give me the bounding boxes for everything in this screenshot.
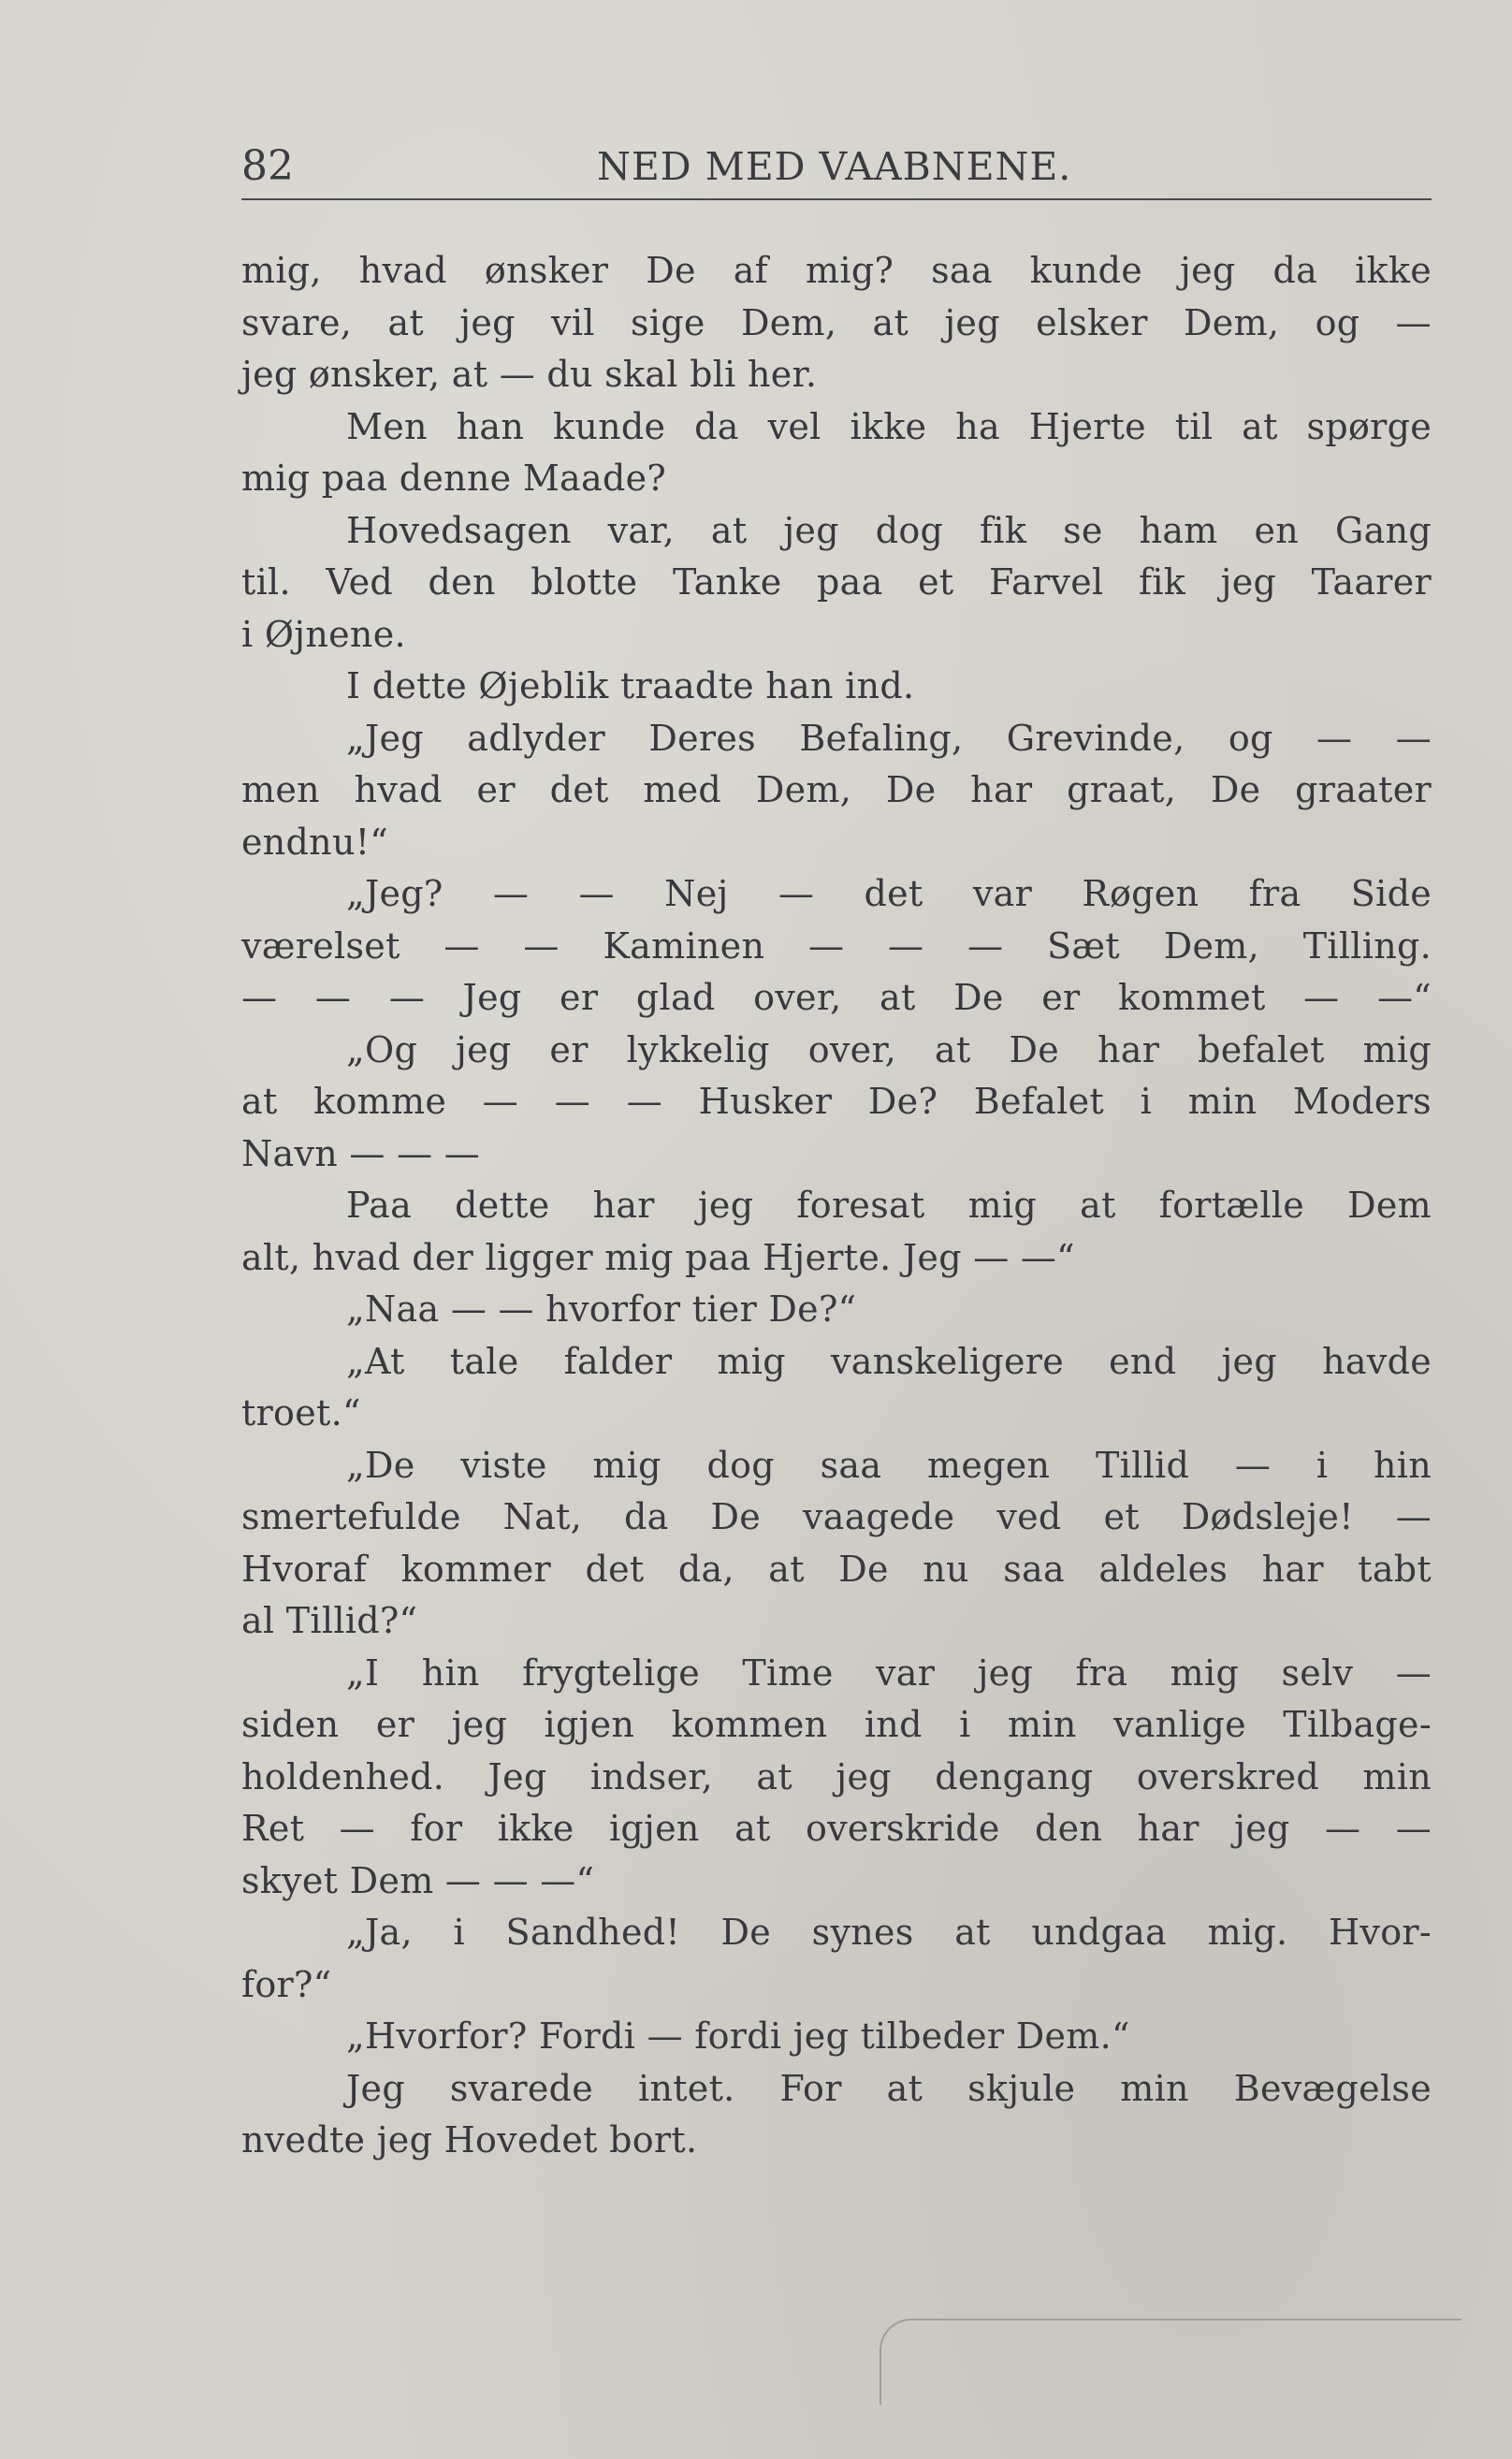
text-line: at komme — — — Husker De? Befalet i min Moders — [241, 1081, 1432, 1122]
text-line: nvedte jeg Hovedet bort. — [241, 2119, 698, 2161]
text-line: al Tillid?“ — [241, 1600, 418, 1641]
text-line: skyet Dem — — —“ — [241, 1859, 595, 1901]
text-line: „At tale falder mig vanskeligere end jeg havde — [346, 1340, 1432, 1382]
text-line: men hvad er det med Dem, De har graat, De graater — [241, 769, 1432, 810]
text-line: Ret — for ikke igjen at overskride den har jeg — — — [241, 1808, 1432, 1849]
text-line: siden er jeg igjen kommen ind i min vanlige Tilbage- — [241, 1704, 1432, 1745]
text-line: i Øjnene. — [241, 613, 406, 655]
text-line: mig, hvad ønsker De af mig? saa kunde jeg da ikke — [241, 250, 1432, 291]
text-line: „De viste mig dog saa megen Tillid — i hin — [346, 1444, 1432, 1486]
text-line: — — — Jeg er glad over, at De er kommet — —“ — [241, 977, 1432, 1018]
text-line: værelset — — Kaminen — — — Sæt Dem, Tilling. — [241, 924, 1432, 967]
text-line: holdenhed. Jeg indser, at jeg dengang overskred min — [241, 1755, 1432, 1797]
text-line: „Ja, i Sandhed! De synes at undgaa mig. Hvor- — [346, 1912, 1432, 1953]
text-line: troet.“ — [241, 1392, 361, 1433]
text-line: Men han kunde da vel ikke ha Hjerte til at spørge — [346, 405, 1432, 447]
page-corner-mark — [880, 2319, 1461, 2405]
text-line: endnu!“ — [241, 821, 389, 863]
text-line: „Jeg? — — Nej — det var Røgen fra Side — [346, 873, 1432, 914]
text-line: Jeg svarede intet. For at skjule min Bevægelse — [346, 2067, 1432, 2109]
text-line: Paa dette har jeg foresat mig at fortælle Dem — [346, 1185, 1432, 1226]
text-line: alt, hvad der ligger mig paa Hjerte. Jeg — —“ — [241, 1236, 1075, 1278]
text-line: Hovedsagen var, at jeg dog fik se ham en Gang — [346, 509, 1432, 551]
text-line: smertefulde Nat, da De vaagede ved et Dødsleje! — — [241, 1496, 1432, 1537]
text-line: „I hin frygtelige Time var jeg fra mig selv — — [346, 1651, 1432, 1694]
text-line: „Jeg adlyder Deres Befaling, Grevinde, og — — — [346, 717, 1432, 759]
text-line: for?“ — [241, 1963, 332, 2005]
text-line: Navn — — — — [241, 1132, 481, 1174]
body-text — [241, 245, 1432, 2167]
page-number: 82 — [241, 142, 294, 190]
text-line: til. Ved den blotte Tanke paa et Farvel fik jeg Taarer — [241, 561, 1432, 603]
page-header — [241, 138, 1432, 195]
text-line: I dette Øjeblik traadte han ind. — [346, 665, 915, 706]
text-line: svare, at jeg vil sige Dem, at jeg elsker Dem, og — — [241, 301, 1432, 343]
running-title: NED MED VAABNENE. — [597, 144, 1072, 189]
text-line: „Naa — — hvorfor tier De?“ — [346, 1288, 857, 1330]
text-line: Hvoraf kommer det da, at De nu saa aldeles har tabt — [241, 1548, 1432, 1590]
text-line: „Og jeg er lykkelig over, at De har befalet mig — [346, 1028, 1432, 1070]
text-line: „Hvorfor? Fordi — fordi jeg tilbeder Dem.“ — [346, 2015, 1130, 2057]
header-rule — [241, 198, 1432, 200]
text-line: mig paa denne Maade? — [241, 458, 667, 499]
text-line: jeg ønsker, at — du skal bli her. — [241, 354, 818, 395]
